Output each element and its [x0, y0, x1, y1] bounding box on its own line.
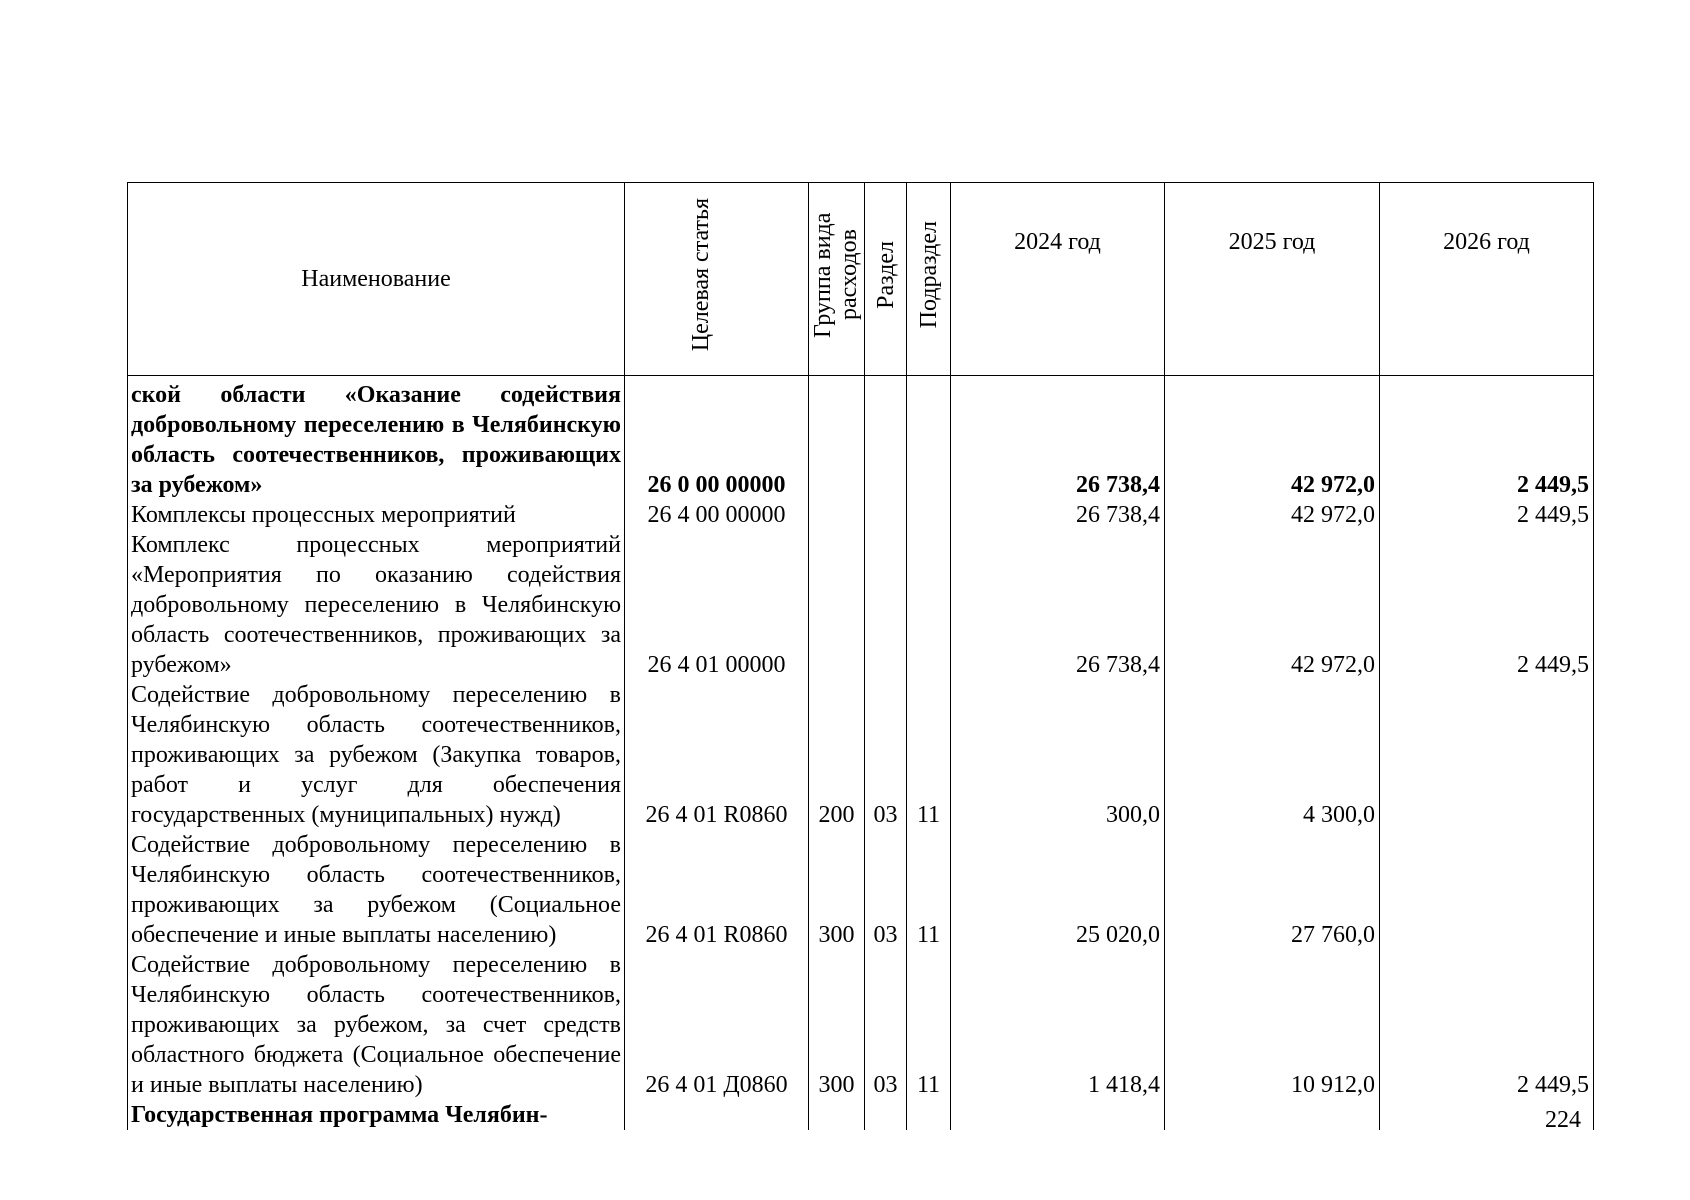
- header-year-2026: 2026 год: [1380, 183, 1594, 376]
- cell-target-article: [625, 1100, 809, 1130]
- page-number: 224: [1545, 1107, 1581, 1133]
- table-row: [128, 830, 1594, 950]
- cell-amount-2024: 1 418,4: [951, 950, 1165, 1100]
- cell-amount-2025: 10 912,0: [1165, 950, 1380, 1100]
- cell-amount-2025: 42 972,0: [1165, 376, 1380, 501]
- cell-amount-2026: 2 449,5: [1380, 530, 1594, 680]
- cell-subsection: [907, 376, 951, 501]
- cell-expense-group: [809, 1100, 865, 1130]
- cell-expense-group: [809, 530, 865, 680]
- cell-section: 03: [865, 950, 907, 1100]
- table-body: [128, 376, 1594, 1131]
- cell-expense-group: 300: [809, 830, 865, 950]
- cell-target-article: 26 0 00 00000: [625, 376, 809, 501]
- cell-amount-2025: [1165, 1100, 1380, 1130]
- header-section-label: Раздел: [872, 241, 899, 309]
- cell-name: Содействие добровольному переселению в Челябинскую область соотечественников, проживающих за рубежом (Закупка товаров, работ и услуг для обеспечения государственных (муниципальных) нужд): [128, 680, 625, 830]
- cell-amount-2024: 25 020,0: [951, 830, 1165, 950]
- cell-name: Содействие добровольному переселению в Челябинскую область соотечественников, проживающих за рубежом, за счет средств областного бюджета (Социальное обеспечение и иные выплаты населению): [128, 950, 625, 1100]
- cell-section: 03: [865, 830, 907, 950]
- header-year-2024: 2024 год: [951, 183, 1165, 376]
- cell-target-article: 26 4 01 Д0860: [625, 950, 809, 1100]
- header-name: Наименование: [128, 183, 625, 376]
- table-row: [128, 376, 1594, 501]
- cell-expense-group: [809, 376, 865, 501]
- header-subsection-label: Подраздел: [915, 221, 942, 329]
- cell-amount-2025: 42 972,0: [1165, 530, 1380, 680]
- table-row: [128, 680, 1594, 830]
- cell-expense-group: 200: [809, 680, 865, 830]
- cell-target-article: 26 4 01 00000: [625, 530, 809, 680]
- header-year-2025: 2025 год: [1165, 183, 1380, 376]
- header-section: [865, 183, 907, 376]
- cell-subsection: 11: [907, 950, 951, 1100]
- cell-name: Государственная программа Челябин-: [128, 1100, 625, 1130]
- cell-amount-2025: 27 760,0: [1165, 830, 1380, 950]
- cell-section: [865, 500, 907, 530]
- cell-amount-2024: [951, 1100, 1165, 1130]
- cell-amount-2026: [1380, 680, 1594, 830]
- cell-amount-2024: 300,0: [951, 680, 1165, 830]
- header-expense-group: [809, 183, 865, 376]
- cell-expense-group: [809, 500, 865, 530]
- cell-subsection: [907, 1100, 951, 1130]
- cell-name: Комплексы процессных мероприятий: [128, 500, 625, 530]
- cell-name: Содействие добровольному переселению в Челябинскую область соотечественников, проживающих за рубежом (Социальное обеспечение и иные выплаты населению): [128, 830, 625, 950]
- cell-amount-2025: 42 972,0: [1165, 500, 1380, 530]
- cell-amount-2026: 2 449,5: [1380, 950, 1594, 1100]
- cell-name: ской области «Оказание содействия добровольному переселению в Челябинскую область соотечественников, проживающих за рубежом»: [128, 376, 625, 501]
- cell-amount-2025: 4 300,0: [1165, 680, 1380, 830]
- cell-amount-2024: 26 738,4: [951, 500, 1165, 530]
- cell-section: [865, 530, 907, 680]
- header-row: [128, 183, 1594, 376]
- cell-section: [865, 376, 907, 501]
- cell-amount-2026: [1380, 830, 1594, 950]
- cell-amount-2024: 26 738,4: [951, 530, 1165, 680]
- cell-expense-group: 300: [809, 950, 865, 1100]
- cell-target-article: 26 4 01 R0860: [625, 830, 809, 950]
- budget-table: [127, 182, 1594, 1130]
- cell-amount-2024: 26 738,4: [951, 376, 1165, 501]
- cell-target-article: 26 4 00 00000: [625, 500, 809, 530]
- cell-section: 03: [865, 680, 907, 830]
- table-header: [128, 183, 1594, 376]
- cell-subsection: 11: [907, 830, 951, 950]
- table-row: [128, 1100, 1594, 1130]
- cell-name: Комплекс процессных мероприятий «Мероприятия по оказанию содействия добровольному переселению в Челябинскую область соотечественников, проживающих за рубежом»: [128, 530, 625, 680]
- cell-section: [865, 1100, 907, 1130]
- cell-subsection: [907, 530, 951, 680]
- cell-amount-2026: 2 449,5: [1380, 500, 1594, 530]
- header-target-article: [625, 183, 809, 376]
- cell-target-article: 26 4 01 R0860: [625, 680, 809, 830]
- header-target-article-label: Целевая статья: [687, 198, 714, 352]
- table-row: [128, 950, 1594, 1100]
- table-row: [128, 530, 1594, 680]
- header-subsection: [907, 183, 951, 376]
- table-row: [128, 500, 1594, 530]
- header-expense-group-label: Группа вида расходов: [809, 212, 862, 338]
- cell-amount-2026: 2 449,5: [1380, 376, 1594, 501]
- cell-subsection: [907, 500, 951, 530]
- cell-subsection: 11: [907, 680, 951, 830]
